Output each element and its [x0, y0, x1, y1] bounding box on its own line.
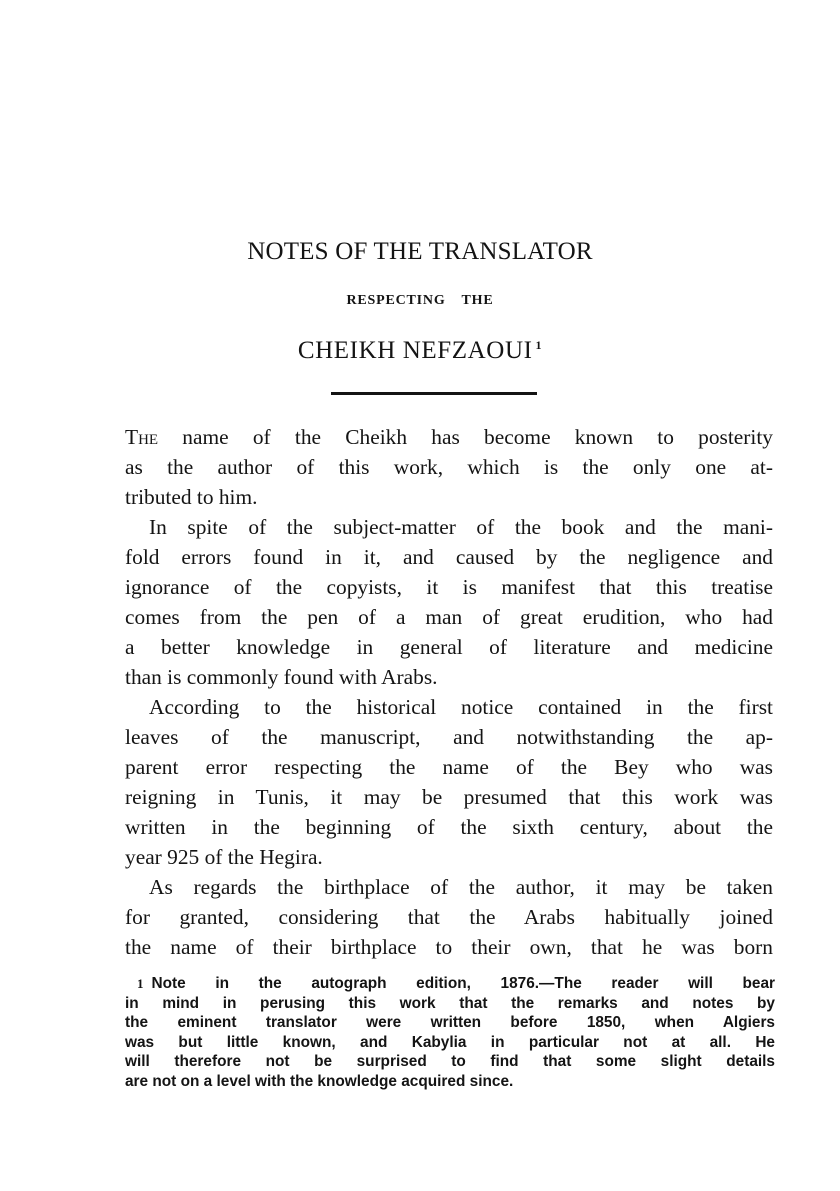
body-line-7: comes from the pen of a man of great erudition, who had: [125, 605, 773, 629]
footnote: [125, 974, 775, 1091]
body-text: [125, 422, 773, 962]
author-heading: [0, 337, 840, 365]
chapter-title: NOTES OF THE TRANSLATOR: [247, 238, 593, 265]
body-line-2: as the author of this work, which is the only one at-: [125, 455, 773, 479]
body-line-14: written in the beginning of the sixth century, about the: [125, 815, 773, 839]
body-line-16: As regards the birthplace of the author, it may be taken: [149, 875, 773, 899]
body-line-8: a better knowledge in general of literature and medicine: [125, 635, 773, 659]
footnote-line-1: [125, 974, 775, 994]
body-line-6: ignorance of the copyists, it is manifest that this treatise: [125, 575, 773, 599]
author-name: CHEIKH NEFZAOUI: [297, 337, 533, 364]
body-line-17: for granted, considering that the Arabs habitually joined: [125, 905, 773, 929]
body-line-3: tributed to him.: [125, 485, 258, 509]
footnote-line-1-text: Note in the autograph edition, 1876.—The reader will bear: [151, 975, 775, 992]
body-line-13: reigning in Tunis, it may be presumed that this work was: [125, 785, 773, 809]
chapter-subtitle: [0, 293, 840, 309]
footnote-line-6: are not on a level with the knowledge acquired since.: [125, 1072, 514, 1090]
footnote-marker: 1: [137, 976, 144, 991]
body-line-5: fold errors found in it, and caused by the negligence and: [125, 545, 773, 569]
heading-divider: [331, 392, 537, 395]
footnote-line-3: the eminent translator were written before 1850, when Algiers: [125, 1014, 775, 1031]
body-line-18: the name of their birthplace to their own, that he was born: [125, 935, 773, 959]
body-line-4: In spite of the subject-matter of the book and the mani-: [149, 515, 773, 539]
body-line-9: than is commonly found with Arabs.: [125, 665, 438, 689]
footnote-line-5: will therefore not be surprised to find that some slight details: [125, 1053, 775, 1070]
body-line-12: parent error respecting the name of the Bey who was: [125, 755, 773, 779]
footnote-line-4: was but little known, and Kabylia in particular not at all. He: [125, 1033, 775, 1051]
body-line-10: According to the historical notice contained in the first: [149, 695, 773, 719]
footnote-reference: 1: [535, 338, 543, 352]
footnote-line-2: in mind in perusing this work that the remarks and notes by: [125, 994, 775, 1012]
subtitle-word-respecting: RESPECTING: [346, 293, 446, 308]
opening-word: The: [125, 425, 159, 449]
subtitle-word-the: THE: [461, 293, 494, 308]
body-line-1: [125, 422, 773, 452]
body-line-15: year 925 of the Hegira.: [125, 845, 323, 869]
body-line-11: leaves of the manuscript, and notwithstanding the ap-: [125, 725, 773, 749]
body-line-1-text: name of the Cheikh has become known to posterity: [158, 425, 773, 449]
